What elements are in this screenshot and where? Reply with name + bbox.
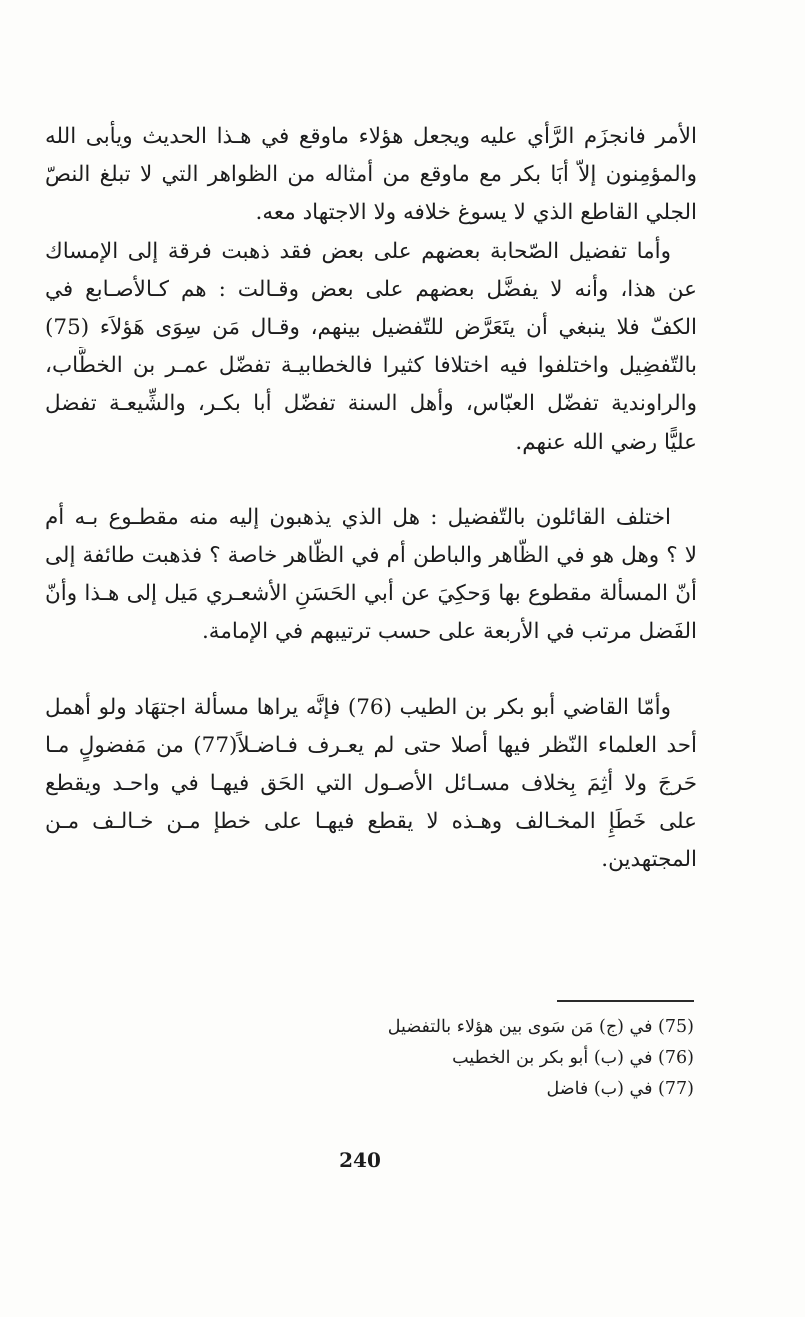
text-line: والراوندية تفضّل العبّاس، وأهل السنة تفضّل أبا بكـر، والشِّيعـة تفضل xyxy=(45,391,697,417)
text-line: الجلي القاطع الذي لا يسوغ خلافه ولا الاجتهاد معه. xyxy=(255,200,697,226)
text-line: بالتّفضِيل واختلفوا فيه اختلافا كثيرا فالخطابيـة تفضّل عمـر بن الخطَّاب، xyxy=(45,353,697,379)
footnote-77: (77) في (ب) فاضل xyxy=(546,1079,694,1099)
footnote-divider xyxy=(557,1000,694,1002)
text-line: أحد العلماء النّظر فيها أصلا حتى لم يعـرف فـاضـلاً(77) من مَفضولٍ مـا xyxy=(45,732,697,758)
text-line: وأمّا القاضي أبو بكر بن الطيب (76) فإنَّه يراها مسألة اجتهَاد ولو أهمل xyxy=(45,694,671,720)
text-line: عن هذا، وأنه لا يفضَّل بعضهم على بعض وقـالت : هم كـالأصـابع في xyxy=(45,276,697,302)
footnote-75: (75) في (ج) مَن سَوى بين هؤلاء بالتفضيل xyxy=(387,1017,694,1037)
text-line: عليًّا رضي الله عنهم. xyxy=(515,429,697,455)
text-line: الفَضل مرتب في الأربعة على حسب ترتيبهم في الإمامة. xyxy=(201,619,697,645)
footnote-76: (76) في (ب) أبو بكر بن الخطيب xyxy=(452,1048,694,1068)
text-line: على خَطَإِ المخـالف وهـذه لا يقطع فيهـا على خطإ مـن خـالـف مـن xyxy=(45,809,697,835)
text-line: المجتهدين. xyxy=(601,847,697,873)
footnotes xyxy=(388,1012,694,1105)
paragraph-3 xyxy=(45,499,697,652)
page-body xyxy=(45,118,697,880)
page-number: 240 xyxy=(339,1148,381,1172)
text-line: والمؤمِنون إلاّ أبَا بكر مع ماوقع من أمثاله من الظواهر التي لا تبلغ النصّ xyxy=(45,162,697,188)
text-line: وأما تفضيل الصّحابة بعضهم على بعض فقد ذهبت فرقة إلى الإمساك xyxy=(45,238,671,264)
text-line: حَرجَ ولا أثِمَ بِخلاف مسـائل الأصـول التي الحَق فيهـا في واحـد ويقطع xyxy=(45,771,697,797)
text-line: اختلف القائلون بالتّفضيل : هل الذي يذهبون إليه منه مقطـوع بـه أم xyxy=(45,504,671,530)
text-line: الكفّ فلا ينبغي أن يتَعَرَّض للتّفضيل بينهم، وقـال مَن سِوَى هَؤلاَء (75) xyxy=(45,315,697,341)
text-line: الأمر فانجزَم الرَّأي عليه ويجعل هؤلاء ماوقع في هـذا الحديث ويأبى الله xyxy=(45,124,697,149)
text-line: أنّ المسألة مقطوع بها وَحكِيَ عن أبي الحَسَنِ الأشعـري مَيل إلى هـذا وأنّ xyxy=(45,581,697,607)
paragraph-4 xyxy=(45,689,697,880)
paragraph-2 xyxy=(45,233,697,462)
text-line: لا ؟ وهل هو في الظّاهر والباطن أم في الظّاهر خاصة ؟ فذهبت طائفة إلى xyxy=(45,543,697,569)
paragraph-1 xyxy=(45,118,697,233)
